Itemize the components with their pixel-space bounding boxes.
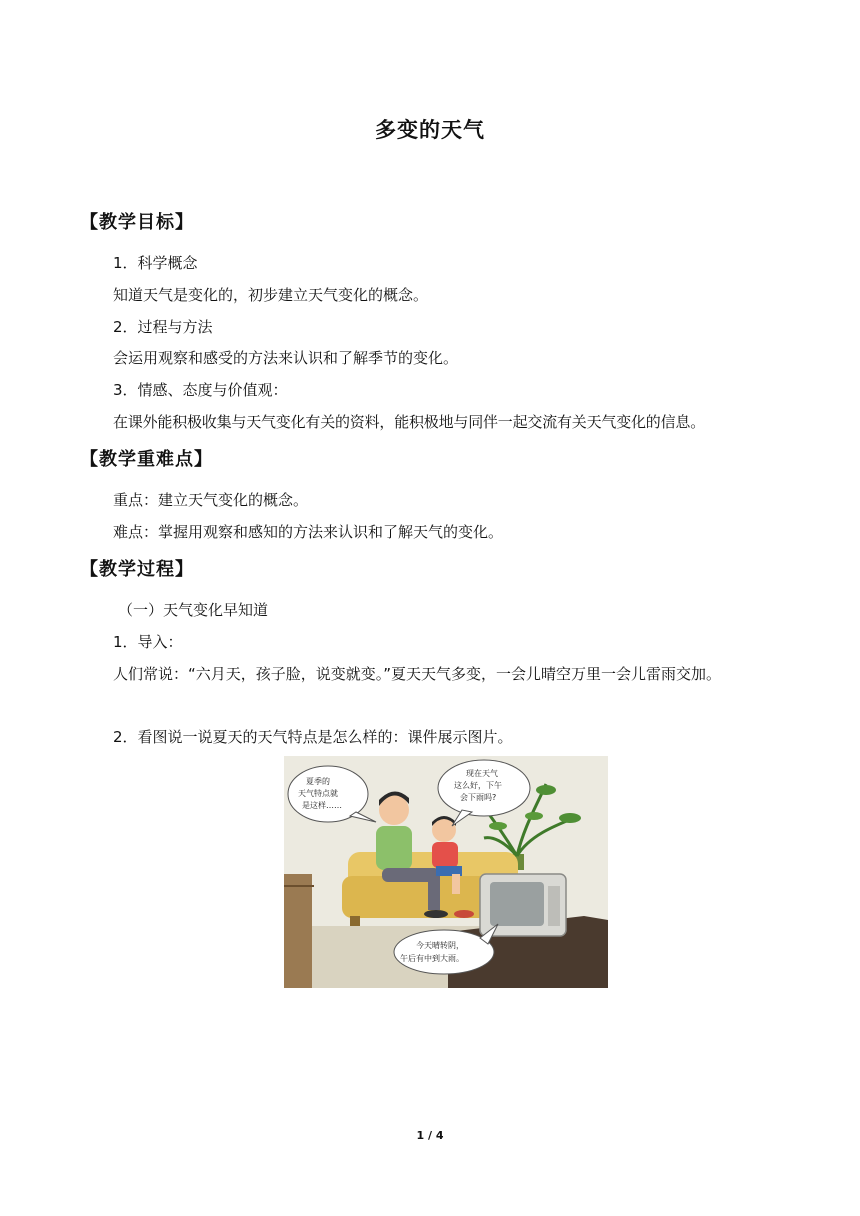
bubble-left-line-1: 夏季的 <box>306 777 330 786</box>
weather-illustration <box>284 756 608 988</box>
bubble-left-line-3: 是这样…… <box>302 801 342 810</box>
bubble-tv-line-1: 今天晴转阴， <box>416 941 464 950</box>
bubble-left-line-2: 天气特点就 <box>298 789 338 798</box>
curtain <box>284 874 312 988</box>
objective-2-text: 会运用观察和感受的方法来认识和了解季节的变化。 <box>113 349 459 367</box>
bubble-tv-line-2: 午后有中到大雨。 <box>400 954 464 963</box>
objective-1-title: 1．科学概念 <box>113 254 198 272</box>
process-intro-paragraph: 人们常说：“六月天，孩子脸，说变就变。”夏天天气多变，一会儿晴空万里一会儿雷雨交加。 <box>113 665 722 683</box>
section-heading-objectives: 【教学目标】 <box>80 212 194 233</box>
bubble-right-line-2: 这么好，下午 <box>454 781 502 790</box>
bubble-right-line-1: 现在天气 <box>466 769 498 778</box>
objective-2-title: 2．过程与方法 <box>113 318 213 336</box>
objective-3-text: 在课外能积极收集与天气变化有关的资料，能积极地与同伴一起交流有关天气变化的信息。 <box>113 413 706 431</box>
speech-bubble-tv <box>394 930 494 974</box>
page-title: 多变的天气 <box>375 118 485 142</box>
section-heading-key-points: 【教学重难点】 <box>80 449 213 470</box>
objective-3-title: 3．情感、态度与价值观： <box>113 381 288 399</box>
process-step-1: 1．导入： <box>113 633 183 651</box>
objective-1-text: 知道天气是变化的，初步建立天气变化的概念。 <box>113 286 429 304</box>
process-part-1-heading: （一）天气变化早知道 <box>118 601 269 619</box>
page-number: 1 / 4 <box>416 1129 444 1142</box>
bubble-right-line-3: 会下雨吗? <box>460 793 497 802</box>
process-step-2: 2．看图说一说夏天的天气特点是怎么样的：课件展示图片。 <box>113 728 513 746</box>
section-heading-process: 【教学过程】 <box>80 559 194 580</box>
key-point-focus: 重点：建立天气变化的概念。 <box>113 491 309 509</box>
key-point-difficulty: 难点：掌握用观察和感知的方法来认识和了解天气的变化。 <box>113 523 504 541</box>
